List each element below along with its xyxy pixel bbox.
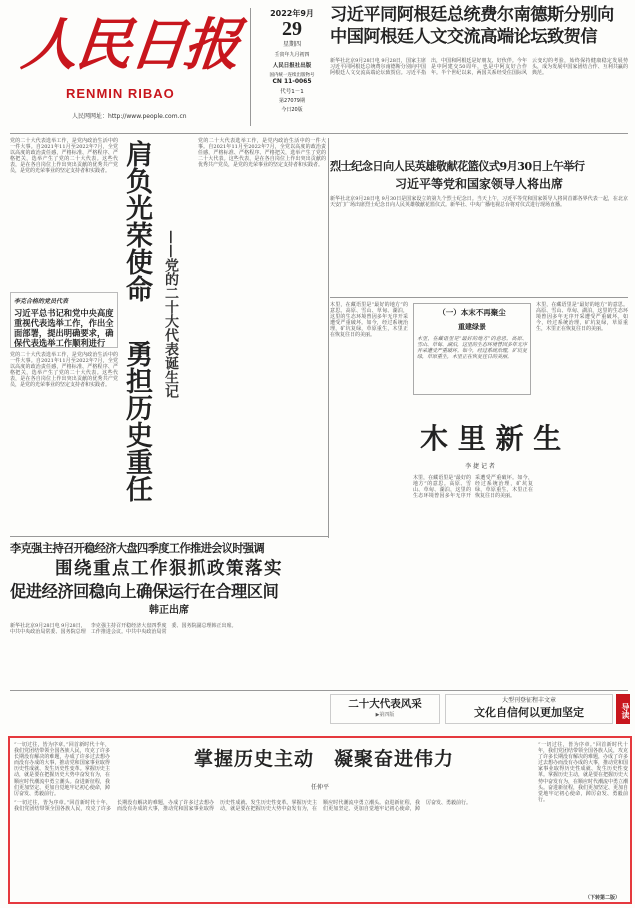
essay-col-left: 木里，在藏语里是“最好的地方”的意思。高原、雪山、草甸、湖泊，这里的生态环境曾因多年无序开采遭受严重破坏。如今，经过系统治理，矿坑复绿，草原重生，木里正在恢复往日的美丽。: [330, 302, 408, 339]
divider: [10, 536, 328, 537]
promo-right-title: 文化自信何以更加坚定: [474, 706, 584, 719]
divider: [10, 690, 628, 691]
commentary-box: [8, 736, 632, 904]
feature-body-col2: 党的二十大代表选举工作，是党内政治生活中的一件大事。自2021年11月至2022年7月，全党以高度的政治责任感，严格标准、严格程序、严格把关，选举产生了党的二十大代表。这些代表，是在各自岗位上作出突出贡献的优秀共产党员，是党的光荣事业的坚定支持者和实践者。: [198, 138, 326, 169]
commentary-body: “一切过往，皆为序章。”回首新时代十年，我们党团结带领全国各族人民，攻克了许多长期没有解决的难题，办成了许多过去想办而没有办成的大事，推动党和国家事业取得历史性成就、发生历史性变革。掌握历史主动，就是要在把握历史大势中奋发有为，在顺应时代潮流中勇立潮头。奋进新征程，我们更加坚定、更加自觉地牢记初心使命，踔厉奋发、勇毅前行。: [14, 800, 472, 813]
newspaper-logo: 人民日报: [18, 12, 242, 78]
box-body: 木里，在藏语里是“最好的地方”的意思。高原、雪山、草甸、湖泊，这里的生态环境曾因多年无序开采遭受严重破坏。如今，经过系统治理，矿坑复绿，草原重生，木里正在恢复往日的美丽。: [417, 336, 528, 361]
issue-number: 第27079期: [279, 98, 305, 104]
headline-line-1: 肩负光荣使命: [121, 140, 152, 302]
story-li-keqiang: [10, 540, 328, 688]
commentary-byline: 任仲平: [310, 784, 329, 791]
box-head: 习近平总书记和党中央高度重视代表选举工作，作出全面部署，提出明确要求，确保代表选举工作顺利进行: [14, 308, 114, 348]
feature-box: [10, 292, 118, 348]
promo-left-title: 二十大代表风采: [348, 698, 422, 710]
headline-1[interactable]: 习近平同阿根廷总统费尔南德斯分别向: [330, 5, 614, 25]
story-xi-argentina: [330, 4, 628, 132]
essay-col-right: 木里，在藏语里是“最好的地方”的意思。高原、雪山、草甸、湖泊，这里的生态环境曾因多年无序开采遭受严重破坏。如今，经过系统治理，矿坑复绿，草原重生，木里正在恢复往日的美丽。: [536, 302, 628, 333]
commentary-col-top-right: “一切过往，皆为序章。”回首新时代十年，我们党团结带领全国各族人民，攻克了许多长期没有解决的难题，办成了许多过去想办而没有办成的大事，推动党和国家事业取得历史性成就、发生历史性变革。掌握历史主动，就是要在把握历史大势中奋发有为，在顺应时代潮流中勇立潮头。奋进新征程，我们更加坚定、更加自觉地牢记初心使命，踔厉奋发、勇毅前行。: [538, 742, 629, 803]
date-day: 29: [282, 18, 302, 40]
promo-right[interactable]: [445, 694, 613, 724]
divider: [10, 133, 628, 134]
website-link[interactable]: http://www.people.com.cn: [108, 113, 187, 120]
commentary-col-1: “一切过往，皆为序章。”回首新时代十年，我们党团结带领全国各族人民，攻克了许多长期没有解决的难题，办成了许多过去想办而没有办成的大事，推动党和国家事业取得历史性成就、发生历史性变革。掌握历史主动，就是要在把握历史大势中奋发有为，在顺应时代潮流中勇立潮头。奋进新征程，我们更加坚定、更加自觉地牢记初心使命，踔厉奋发、勇毅前行。: [14, 742, 110, 797]
story-martyrs-day: [330, 158, 628, 228]
box-title: （一）本末不再聚尘: [438, 308, 506, 317]
headline-line-2: 勇担历史重任: [121, 340, 152, 502]
feature-body-col1b: 党的二十大代表选举工作，是党内政治生活中的一件大事。自2021年11月至2022年7月，全党以高度的政治责任感，严格标准、严格程序、严格把关，选举产生了党的二十大代表。这些代表，是在各自岗位上作出突出贡献的优秀共产党员，是党的光荣事业的坚定支持者和实践者。: [10, 352, 118, 389]
website-line: 人民网网址：http://www.people.com.cn: [72, 113, 187, 120]
feature-body-col1: 党的二十大代表选举工作，是党内政治生活中的一件大事。自2021年11月至2022年7月，全党以高度的政治责任感，严格标准、严格程序、严格把关，选举产生了党的二十大代表。这些代表，是在各自岗位上作出突出贡献的优秀共产党员，是党的光荣事业的坚定支持者和实践者。: [10, 138, 118, 175]
divider: [330, 297, 628, 298]
essay-box: [413, 303, 531, 395]
box-subtitle: 重建绿景: [458, 322, 486, 331]
newspaper-romanized: RENMIN RIBAO: [66, 86, 175, 101]
headline-main-2[interactable]: 促进经济回稳向上确保运行在合理区间: [10, 582, 279, 601]
publisher: 人民日报社出版: [272, 63, 312, 69]
promo-left[interactable]: [330, 694, 440, 724]
weekday: 星期四: [282, 41, 301, 48]
continued-note: （下转第二版）: [585, 895, 621, 901]
date-block: [256, 8, 328, 113]
masthead: [8, 4, 328, 130]
essay-headline[interactable]: 木 里 新 生: [420, 422, 562, 455]
subhead: 习近平等党和国家领导人将出席: [394, 177, 563, 191]
guide-badge[interactable]: 导读: [616, 694, 630, 724]
issn: 国内统一连续出版物号: [269, 73, 315, 78]
essay-col-mid: 木里，在藏语里是“最好的地方”的意思。高原、雪山、草甸、湖泊，这里的生态环境曾因多年无序开采遭受严重破坏。如今，经过系统治理，矿坑复绿，草原重生，木里正在恢复往日的美丽。: [413, 475, 533, 500]
promo-right-kicker: 大型刊登征程丰文章: [501, 697, 556, 704]
essay-byline: 李 捷 记 者: [465, 463, 495, 470]
divider: [250, 8, 251, 126]
feature-headline[interactable]: [121, 140, 185, 532]
story-body: 新华社北京9月28日电 9月30日是国家设立的第九个烈士纪念日。当天上午，习近平等党和国家领导人将同首都各界代表一起，在北京天安门广场出席烈士纪念日向人民英雄敬献花篮仪式。新华社、中央广播电视总台将对仪式进行现场直播。: [330, 196, 628, 209]
feature-side-title: ——党的二十大代表诞生记: [163, 230, 179, 398]
cn-number: CN 11-0065: [272, 78, 312, 85]
promo-left-page: ▶第四版: [375, 712, 395, 718]
headline-2[interactable]: 中国阿根廷人文交流高端论坛致贺信: [330, 27, 598, 47]
subhead: 韩正出席: [149, 605, 189, 616]
headline-main-1[interactable]: 围绕重点工作狠抓政策落实: [55, 559, 283, 579]
page-count: 今日20版: [281, 107, 303, 113]
commentary-headline[interactable]: 掌握历史主动 凝聚奋进伟力: [193, 748, 454, 770]
divider: [328, 138, 329, 538]
postal-code: 代号1－1: [280, 89, 304, 95]
headline-kicker: 李克强主持召开稳经济大盘四季度工作推进会议时强调: [10, 541, 265, 555]
lunar-date: 壬寅年九月初四: [274, 52, 310, 58]
date-year-month: 2022年9月: [270, 9, 314, 18]
story-body: 新华社北京9月28日电 9月28日，国家主席习近平同阿根廷总统费尔南德斯分别向中国阿根廷人文交流高端论坛致贺信。习近平指出，中国和阿根廷是好朋友、好伙伴。今年是中阿建交50周年，也是中阿友好合作年。半个世纪以来，两国关系经受住国际风云变幻的考验，始终保持健康稳定发展势头，成为发展中国家团结合作、互利共赢的典范。: [330, 58, 628, 77]
box-title: 李克合格的党员代表: [14, 298, 69, 305]
headline[interactable]: 烈士纪念日向人民英雄敬献花篮仪式9月30日上午举行: [330, 159, 585, 173]
story-body: 新华社北京9月28日电 9月28日，中共中央政治局常委、国务院总理李克强主持召开稳经济大盘四季度工作推进会议。中共中央政治局常委、国务院副总理韩正出席。: [10, 623, 237, 636]
